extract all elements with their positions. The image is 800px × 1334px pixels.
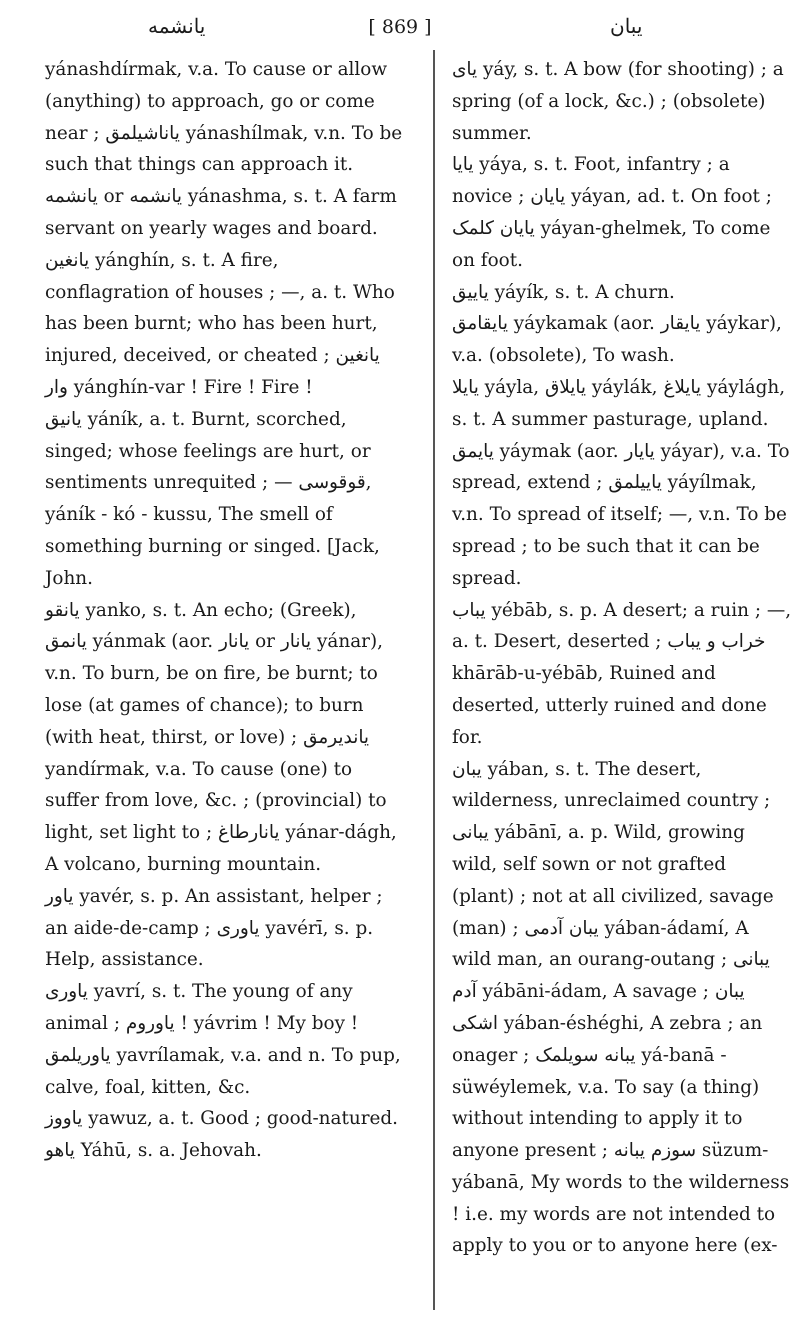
dictionary-entry: یای yáy, s. t. A bow (for shooting) ; a spring (of a lock, &c.) ; (obsolete) summer.: [452, 59, 784, 144]
dictionary-entry: یاور yavér, s. p. An assistant, helper ; an aide-de-camp ; یاوری yavérī, s. p. Help, assistance.: [45, 885, 383, 971]
dictionary-entry: یانقو yanko, s. t. An echo; (Greek),: [45, 599, 357, 621]
dictionary-entry: یبان yában, s. t. The desert, wilderness, unreclaimed country ; یبانی yábānī, a. p. Wild, growing wild, self sown or not grafted (plant) ; not at all civilized, savage (man) ; یبان آدمی yában-ádamí, A wild man, an ourang-outang ; یبانی آدم yábāni-ádam, A savage ; یبان اشکی yában-éshéghi, A zebra ; an onager ; یبانه سویلمک yá-banā - süwéylemek, v.a. To say (a thing) without intending to apply it to anyone present ; سوزم یبانه süzum-yábanā, My words to the wilderness ! i.e. my words are not intended to apply to you or to anyone here (ex-: [452, 758, 790, 1257]
header-catchword-right: یبان: [610, 14, 643, 38]
dictionary-entry: یاووز yawuz, a. t. Good ; good-natured.: [45, 1108, 399, 1130]
dictionary-entry: یایمق yáymak (aor. یایار yáyar), v.a. To spread, extend ; یاییلمق yáyílmak, v.n. To spread of itself; —, v.n. To be spread ; to be such that it can be spread.: [452, 440, 790, 589]
dictionary-entry: یانیق yáník, a. t. Burnt, scorched, singed; whose feelings are hurt, or sentiments unrequited ; — قوقوسی, yáník - kó - kussu, The smell of something burning or singed. [Jack, John.: [45, 408, 380, 589]
dictionary-entry: یاوری yavrí, s. t. The young of any animal ; یاوروم ! yávrim ! My boy ! یاوریلمق yavrílamak, v.a. and n. To pup, calve, foal, kitten, &c.: [45, 981, 401, 1098]
dictionary-entry: یایقامق yáykamak (aor. یایقار yáykar), v.a. (obsolete), To wash.: [452, 313, 782, 367]
dictionary-entry: یایلا yáyla, یایلاق yáylák, یایلاغ yáylágh, s. t. A summer pasturage, upland.: [452, 376, 786, 430]
page-header: [0, 8, 800, 48]
dictionary-entry: یاهو Yáhū, s. a. Jehovah.: [45, 1140, 262, 1162]
dictionary-entry: یایا yáya, s. t. Foot, infantry ; a novice ; یایان yáyan, ad. t. On foot ; یایان کلمک yáyan-ghelmek, To come on foot.: [452, 154, 772, 271]
dictionary-entry: yánashdírmak, v.a. To cause or allow (anything) to approach, go or come near ; یاناشیلمق yánashílmak, v.n. To be such that things can approach it.: [45, 59, 403, 176]
dictionary-entry: یانشمه or یانشمه yánashma, s. t. A farm servant on yearly wages and board.: [45, 186, 397, 239]
dictionary-entry: یانغین yánghín, s. t. A fire, conflagration of houses ; —, a. t. Who has been burnt; who has been hurt, injured, deceived, or cheated ; یانغین وار yánghín-var ! Fire ! Fire !: [45, 249, 395, 398]
column-divider: [433, 50, 435, 1310]
dictionary-entry: یباب yébāb, s. p. A desert; a ruin ; —, a. t. Desert, deserted ; خراب و یباب khārāb-u-yébāb, Ruined and deserted, utterly ruined and done for.: [452, 599, 792, 748]
right-column: [452, 54, 792, 1262]
header-catchword-left: یانشمه: [148, 14, 206, 38]
left-column: [45, 54, 405, 1167]
dictionary-entry: یاییق yáyík, s. t. A churn.: [452, 281, 675, 303]
dictionary-entry: یانمق yánmak (aor. یانار or یانار yánar), v.n. To burn, be on fire, be burnt; to lose (at games of chance); to burn (with heat, thirst, or love) ; یاندیرمق yandírmak, v.a. To cause (one) to suffer from love, &c. ; (provincial) to light, set light to ; یانارطاغ yánar-dágh, A volcano, burning mountain.: [45, 631, 397, 875]
page-number: [ 869 ]: [368, 16, 432, 38]
